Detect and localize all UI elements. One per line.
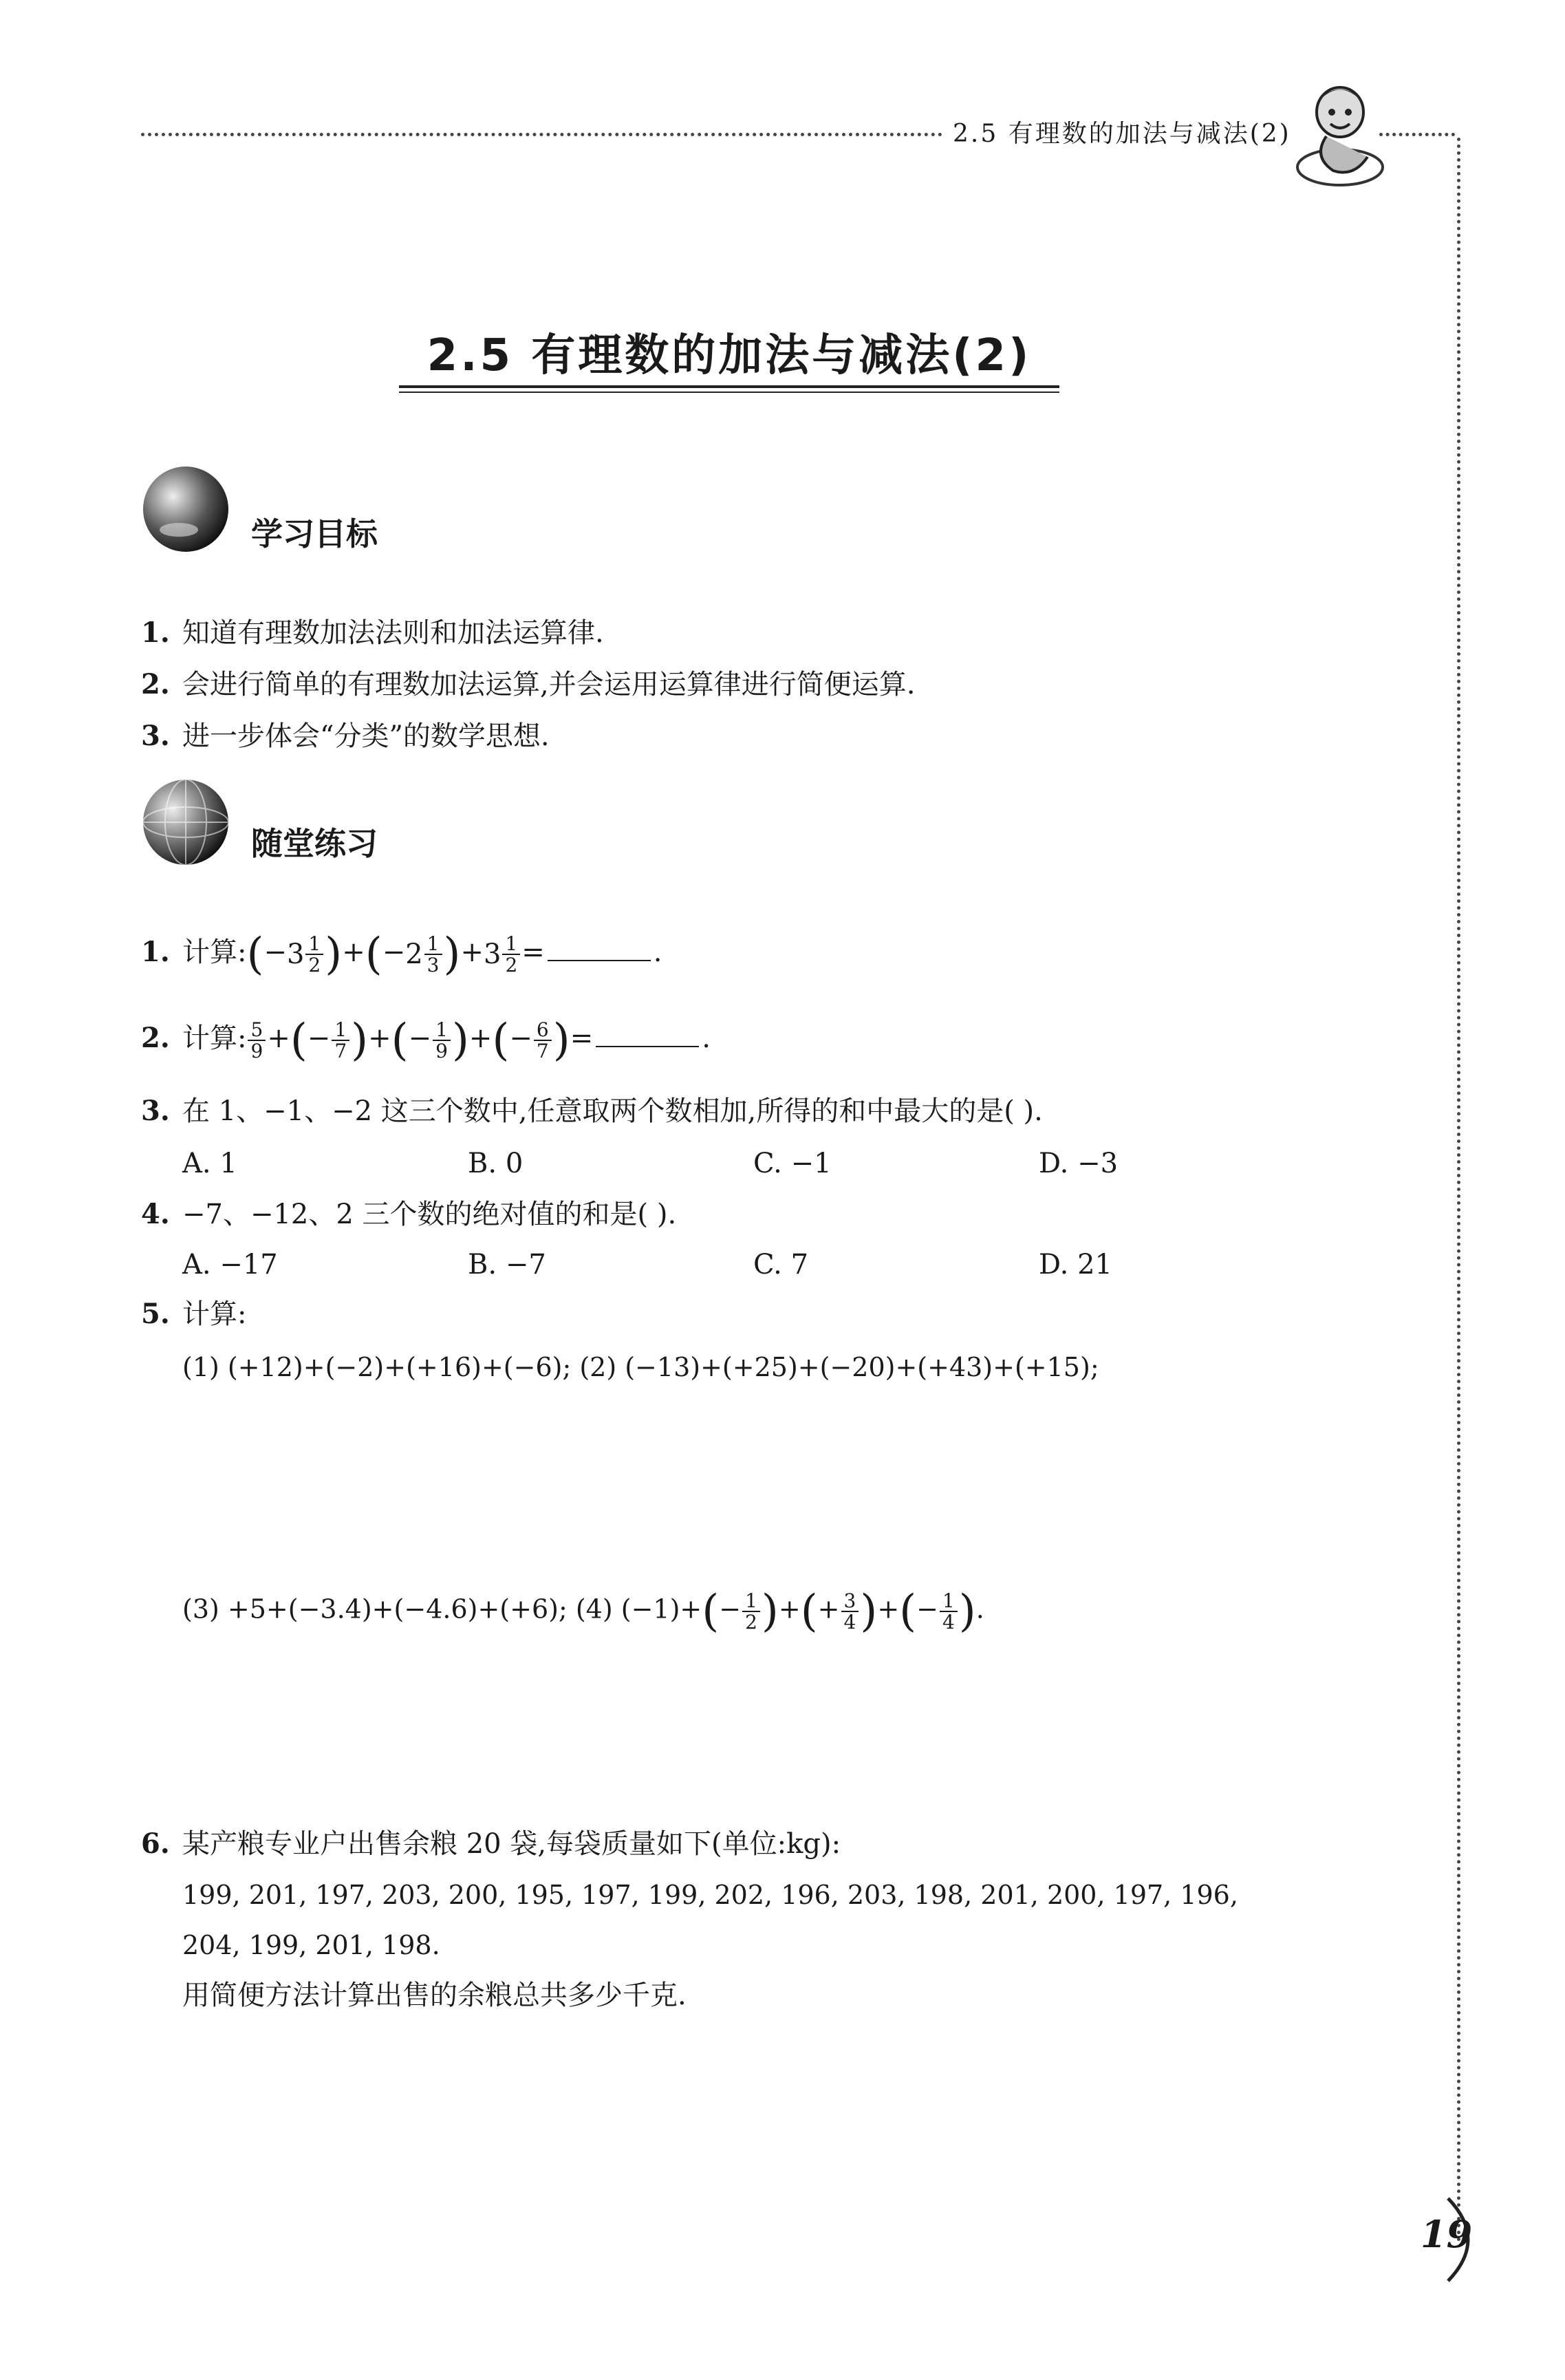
- equals-sign: =: [521, 936, 545, 968]
- fraction: $\frac{1}{2}$: [305, 934, 323, 976]
- question-6-prompt: 用简便方法计算出售的余粮总共多少千克.: [182, 1980, 687, 2011]
- question-3: [141, 1097, 1043, 1125]
- objective-item: [141, 668, 916, 700]
- item-number: 1.: [141, 936, 170, 968]
- item-text: 会进行简单的有理数加法运算,并会运用运算律进行简便运算.: [182, 669, 916, 700]
- plus-sign: +: [778, 1594, 801, 1625]
- plus-sign: +: [342, 936, 365, 968]
- item-text: 知道有理数加法法则和加法运算律.: [182, 617, 604, 649]
- period: .: [653, 936, 662, 968]
- item-number: 5.: [141, 1298, 170, 1330]
- plus-sign: +: [368, 1022, 391, 1054]
- question-4: [141, 1198, 677, 1230]
- fraction: $\frac{1}{2}$: [742, 1591, 760, 1633]
- q5-parts-3-4: (3) +5+(−3.4)+(−4.6)+(+6); (4) (−1)+(− $\frac{1}{2}$ )+(+ $\frac{3}{4}$ )+(− $\frac{1}{4}$ ).: [182, 1586, 984, 1637]
- option-c[interactable]: C. −1: [753, 1148, 832, 1179]
- question-text: −7、−12、2 三个数的绝对值的和是( ).: [182, 1199, 677, 1230]
- minus-sign: −: [509, 1022, 532, 1054]
- section-title-practice: 随堂练习: [251, 825, 378, 862]
- whole-part: 3: [483, 939, 501, 970]
- whole-part: 3: [286, 939, 305, 970]
- option-c[interactable]: C. 7: [753, 1249, 809, 1280]
- question-text: 某产粮专业户出售余粮 20 袋,每袋质量如下(单位:kg):: [182, 1828, 841, 1860]
- question-5: [141, 1300, 246, 1328]
- fraction: $\frac{6}{7}$: [534, 1020, 552, 1062]
- fraction: $\frac{1}{4}$: [940, 1591, 958, 1633]
- option-d[interactable]: D. 21: [1039, 1249, 1112, 1280]
- minus-sign: −: [382, 936, 406, 968]
- data-line-1: 199, 201, 197, 203, 200, 195, 197, 199, 202, 196, 203, 198, 201, 200, 197, 196,: [182, 1880, 1238, 1910]
- minus-sign: −: [916, 1594, 938, 1625]
- plus-sign: +: [267, 1022, 290, 1054]
- period: .: [975, 1594, 984, 1625]
- whole-part: 2: [405, 939, 423, 970]
- fraction: $\frac{1}{7}$: [332, 1020, 349, 1062]
- answer-blank[interactable]: [548, 936, 651, 961]
- section-title-objectives: 学习目标: [251, 515, 378, 553]
- minus-sign: −: [307, 1022, 331, 1054]
- question-2: 2. 计算: $\frac{5}{9}$ +(− $\frac{1}{7}$ )+(− $\frac{1}{9}$ )+(− $\frac{6}{7}$ )= .: [141, 1015, 711, 1066]
- plus-sign: +: [877, 1594, 900, 1625]
- answer-blank[interactable]: [596, 1022, 699, 1047]
- minus-sign: −: [719, 1594, 742, 1625]
- chapter-title: 2.5 有理数的加法与减法(2): [427, 330, 1032, 381]
- mascot-icon: [1292, 74, 1388, 191]
- plus-sign: +: [817, 1594, 840, 1625]
- question-prefix: 计算:: [182, 1022, 247, 1054]
- globe-icon: [141, 464, 230, 554]
- question-text: 计算:: [182, 1298, 247, 1330]
- period: .: [702, 1022, 711, 1054]
- fraction: $\frac{3}{4}$: [841, 1591, 859, 1633]
- item-number: 6.: [141, 1827, 170, 1860]
- title-underline: [399, 385, 1059, 388]
- item-number: 1.: [141, 617, 170, 649]
- option-b[interactable]: B. 0: [468, 1148, 524, 1179]
- item-number: 3.: [141, 720, 170, 752]
- page-number: 19: [1421, 2212, 1473, 2256]
- fraction: $\frac{1}{3}$: [424, 934, 442, 976]
- title-underline-thin: [399, 392, 1059, 393]
- item-number: 2.: [141, 1022, 170, 1054]
- objective-item: [141, 619, 604, 647]
- data-line-2: 204, 199, 201, 198.: [182, 1930, 440, 1960]
- option-b[interactable]: B. −7: [468, 1249, 546, 1280]
- running-header: 2.5 有理数的加法与减法(2): [953, 120, 1291, 148]
- plus-sign: +: [460, 936, 484, 968]
- item-text: 进一步体会“分类”的数学思想.: [182, 720, 550, 752]
- equals-sign: =: [570, 1022, 594, 1054]
- option-d[interactable]: D. −3: [1039, 1148, 1119, 1179]
- q5-parts-1-2: (1) (+12)+(−2)+(+16)+(−6); (2) (−13)+(+25)+(−20)+(+43)+(+15);: [182, 1352, 1099, 1382]
- question-1: 1. 计算:(− 3 $\frac{1}{2}$ )+(− 2 $\frac{1}{3}$ )+ 3 $\frac{1}{2}$ = .: [141, 929, 662, 980]
- side-dotted-rule: [1457, 138, 1460, 2243]
- option-a[interactable]: A. −17: [182, 1249, 278, 1280]
- q5-part-3-text: (3) +5+(−3.4)+(−4.6)+(+6); (4) (−1)+: [182, 1594, 702, 1625]
- item-number: 4.: [141, 1198, 170, 1230]
- minus-sign: −: [263, 936, 287, 968]
- minus-sign: −: [408, 1022, 432, 1054]
- globe-grid-icon: [141, 778, 230, 867]
- header-dotted-rule-right: [1379, 133, 1455, 136]
- plus-sign: +: [468, 1022, 493, 1054]
- option-a[interactable]: A. 1: [182, 1148, 237, 1179]
- fraction: $\frac{5}{9}$: [248, 1020, 266, 1062]
- fraction: $\frac{1}{2}$: [502, 934, 520, 976]
- header-dotted-rule: [141, 133, 942, 136]
- fraction: $\frac{1}{9}$: [433, 1020, 451, 1062]
- objective-item: [141, 722, 550, 750]
- item-number: 2.: [141, 668, 170, 700]
- question-text: 在 1、−1、−2 这三个数中,任意取两个数相加,所得的和中最大的是( ).: [182, 1095, 1043, 1127]
- item-number: 3.: [141, 1095, 170, 1127]
- question-prefix: 计算:: [182, 936, 247, 968]
- question-6: [141, 1827, 841, 1860]
